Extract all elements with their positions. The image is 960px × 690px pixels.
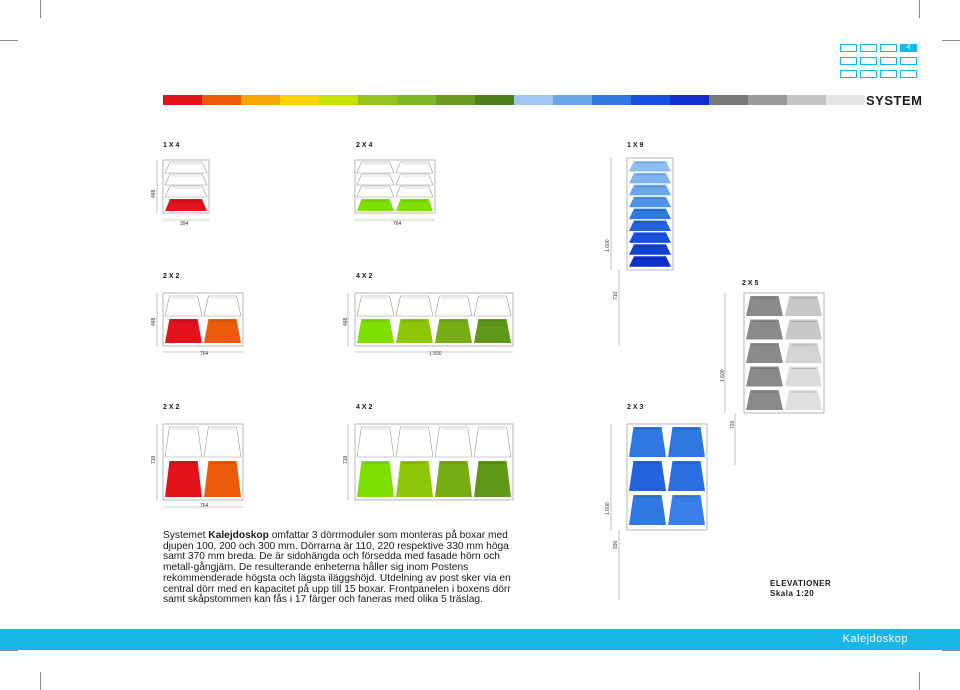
door-panel: [165, 162, 207, 173]
door-panel: [668, 495, 705, 525]
door-panel: [357, 174, 394, 185]
door-panel: [785, 320, 822, 340]
dimension-g-width: 764: [200, 503, 209, 509]
door-panel: [357, 296, 394, 316]
door-panel: [435, 427, 472, 457]
config-label-2x2-tall: 2 X 2: [163, 404, 180, 411]
description-pre: Systemet: [163, 530, 209, 541]
door-panel: [629, 495, 666, 525]
nav-cell-active[interactable]: 4: [900, 44, 917, 52]
page-title: SYSTEM: [866, 93, 923, 108]
door-panel: [165, 186, 207, 197]
door-panel: [668, 461, 705, 491]
config-label-2x3: 2 X 3: [627, 404, 644, 411]
door-panel: [785, 343, 822, 363]
dimension-i-height2: 930: [613, 540, 619, 549]
dimension-a-height: 488: [151, 189, 157, 198]
door-panel: [629, 461, 666, 491]
door-panel: [357, 319, 394, 343]
description-body: omfattar 3 dörrmoduler som monteras på boxar med djupen 100, 200 och 300 mm. Dörrarna är 110, 220 respektive 330 mm höga samt 370 mm breda. De är sidohängda och försedda med fasade hörn och metall-gångjärn. De resulterande enheterna håller sig inom Postens rekommenderade högsta och lägsta iläggshöjd. Utdelning av post sker via en central dörr med en kapacitet på upp till 15 boxar. Frontpanelen i boxens dörr samt skåpstommen kan fås i 17 färger och faneras med olika 5 träslag.: [163, 530, 511, 606]
door-panel: [396, 296, 433, 316]
dimension-f-height: 1.600: [720, 369, 726, 382]
door-panel: [396, 461, 433, 497]
dimension-c-height: 1.600: [605, 239, 611, 252]
dimension-f-height2: 720: [730, 420, 736, 429]
door-panel: [629, 209, 671, 220]
door-panel: [435, 319, 472, 343]
door-panel: [746, 296, 783, 316]
config-label-4x2: 4 X 2: [356, 273, 373, 280]
door-panel: [204, 319, 241, 343]
door-panel: [435, 296, 472, 316]
door-panel: [785, 296, 822, 316]
door-panel: [629, 161, 671, 172]
door-panel: [204, 461, 241, 497]
door-panel: [435, 461, 472, 497]
door-panel: [204, 296, 241, 316]
door-panel: [474, 461, 511, 497]
door-panel: [165, 461, 202, 497]
door-panel: [357, 162, 394, 173]
door-panel: [746, 367, 783, 387]
door-panel: [357, 427, 394, 457]
door-panel: [629, 185, 671, 196]
door-panel: [474, 319, 511, 343]
door-panel: [165, 427, 202, 457]
footer-brand: Kalejdoskop: [842, 633, 908, 645]
door-panel: [396, 427, 433, 457]
door-panel: [165, 174, 207, 185]
door-panel: [629, 244, 671, 255]
door-panel: [746, 390, 783, 410]
elevation-scale: Skala 1:20: [770, 589, 815, 598]
door-panel: [396, 319, 433, 343]
dimension-d-height: 488: [151, 317, 157, 326]
dimension-d-width: 764: [200, 351, 209, 357]
door-panel: [629, 197, 671, 208]
brand-name: Kalejdoskop: [208, 530, 269, 541]
door-panel: [357, 186, 394, 197]
config-label-2x4: 2 X 4: [356, 142, 373, 149]
config-label-4x2-tall: 4 X 2: [356, 404, 373, 411]
elevation-caption: [770, 579, 831, 599]
door-panel: [396, 186, 433, 197]
dimension-a-width: 394: [180, 221, 189, 227]
door-panel: [396, 162, 433, 173]
config-label-1x9: 1 X 9: [627, 142, 644, 149]
config-label-2x5: 2 X 5: [742, 280, 759, 287]
door-panel: [668, 427, 705, 457]
config-label-2x2: 2 X 2: [163, 273, 180, 280]
elevation-title: ELEVATIONER: [770, 579, 832, 588]
door-panel: [357, 461, 394, 497]
dimension-e-height: 488: [343, 317, 349, 326]
dimension-c-height2: 710: [613, 291, 619, 300]
door-panel: [785, 367, 822, 387]
door-panel: [629, 427, 666, 457]
door-panel: [785, 390, 822, 410]
description-text: [163, 531, 523, 606]
door-panel: [474, 296, 511, 316]
door-panel: [746, 320, 783, 340]
door-panel: [629, 256, 671, 267]
footer-bar: [0, 629, 960, 650]
door-panel: [629, 221, 671, 232]
door-panel: [629, 173, 671, 184]
dimension-b-width: 764: [393, 221, 402, 227]
dimension-h-height: 718: [343, 455, 349, 464]
door-panel: [165, 319, 202, 343]
dimension-e-width: 1.500: [429, 351, 442, 357]
config-label-1x4: 1 X 4: [163, 142, 180, 149]
dimension-i-height: 1.600: [605, 502, 611, 515]
door-panel: [396, 174, 433, 185]
door-panel: [165, 296, 202, 316]
dimension-g-height: 718: [151, 455, 157, 464]
door-panel: [629, 232, 671, 243]
door-panel: [204, 427, 241, 457]
door-panel: [746, 343, 783, 363]
door-panel: [474, 427, 511, 457]
